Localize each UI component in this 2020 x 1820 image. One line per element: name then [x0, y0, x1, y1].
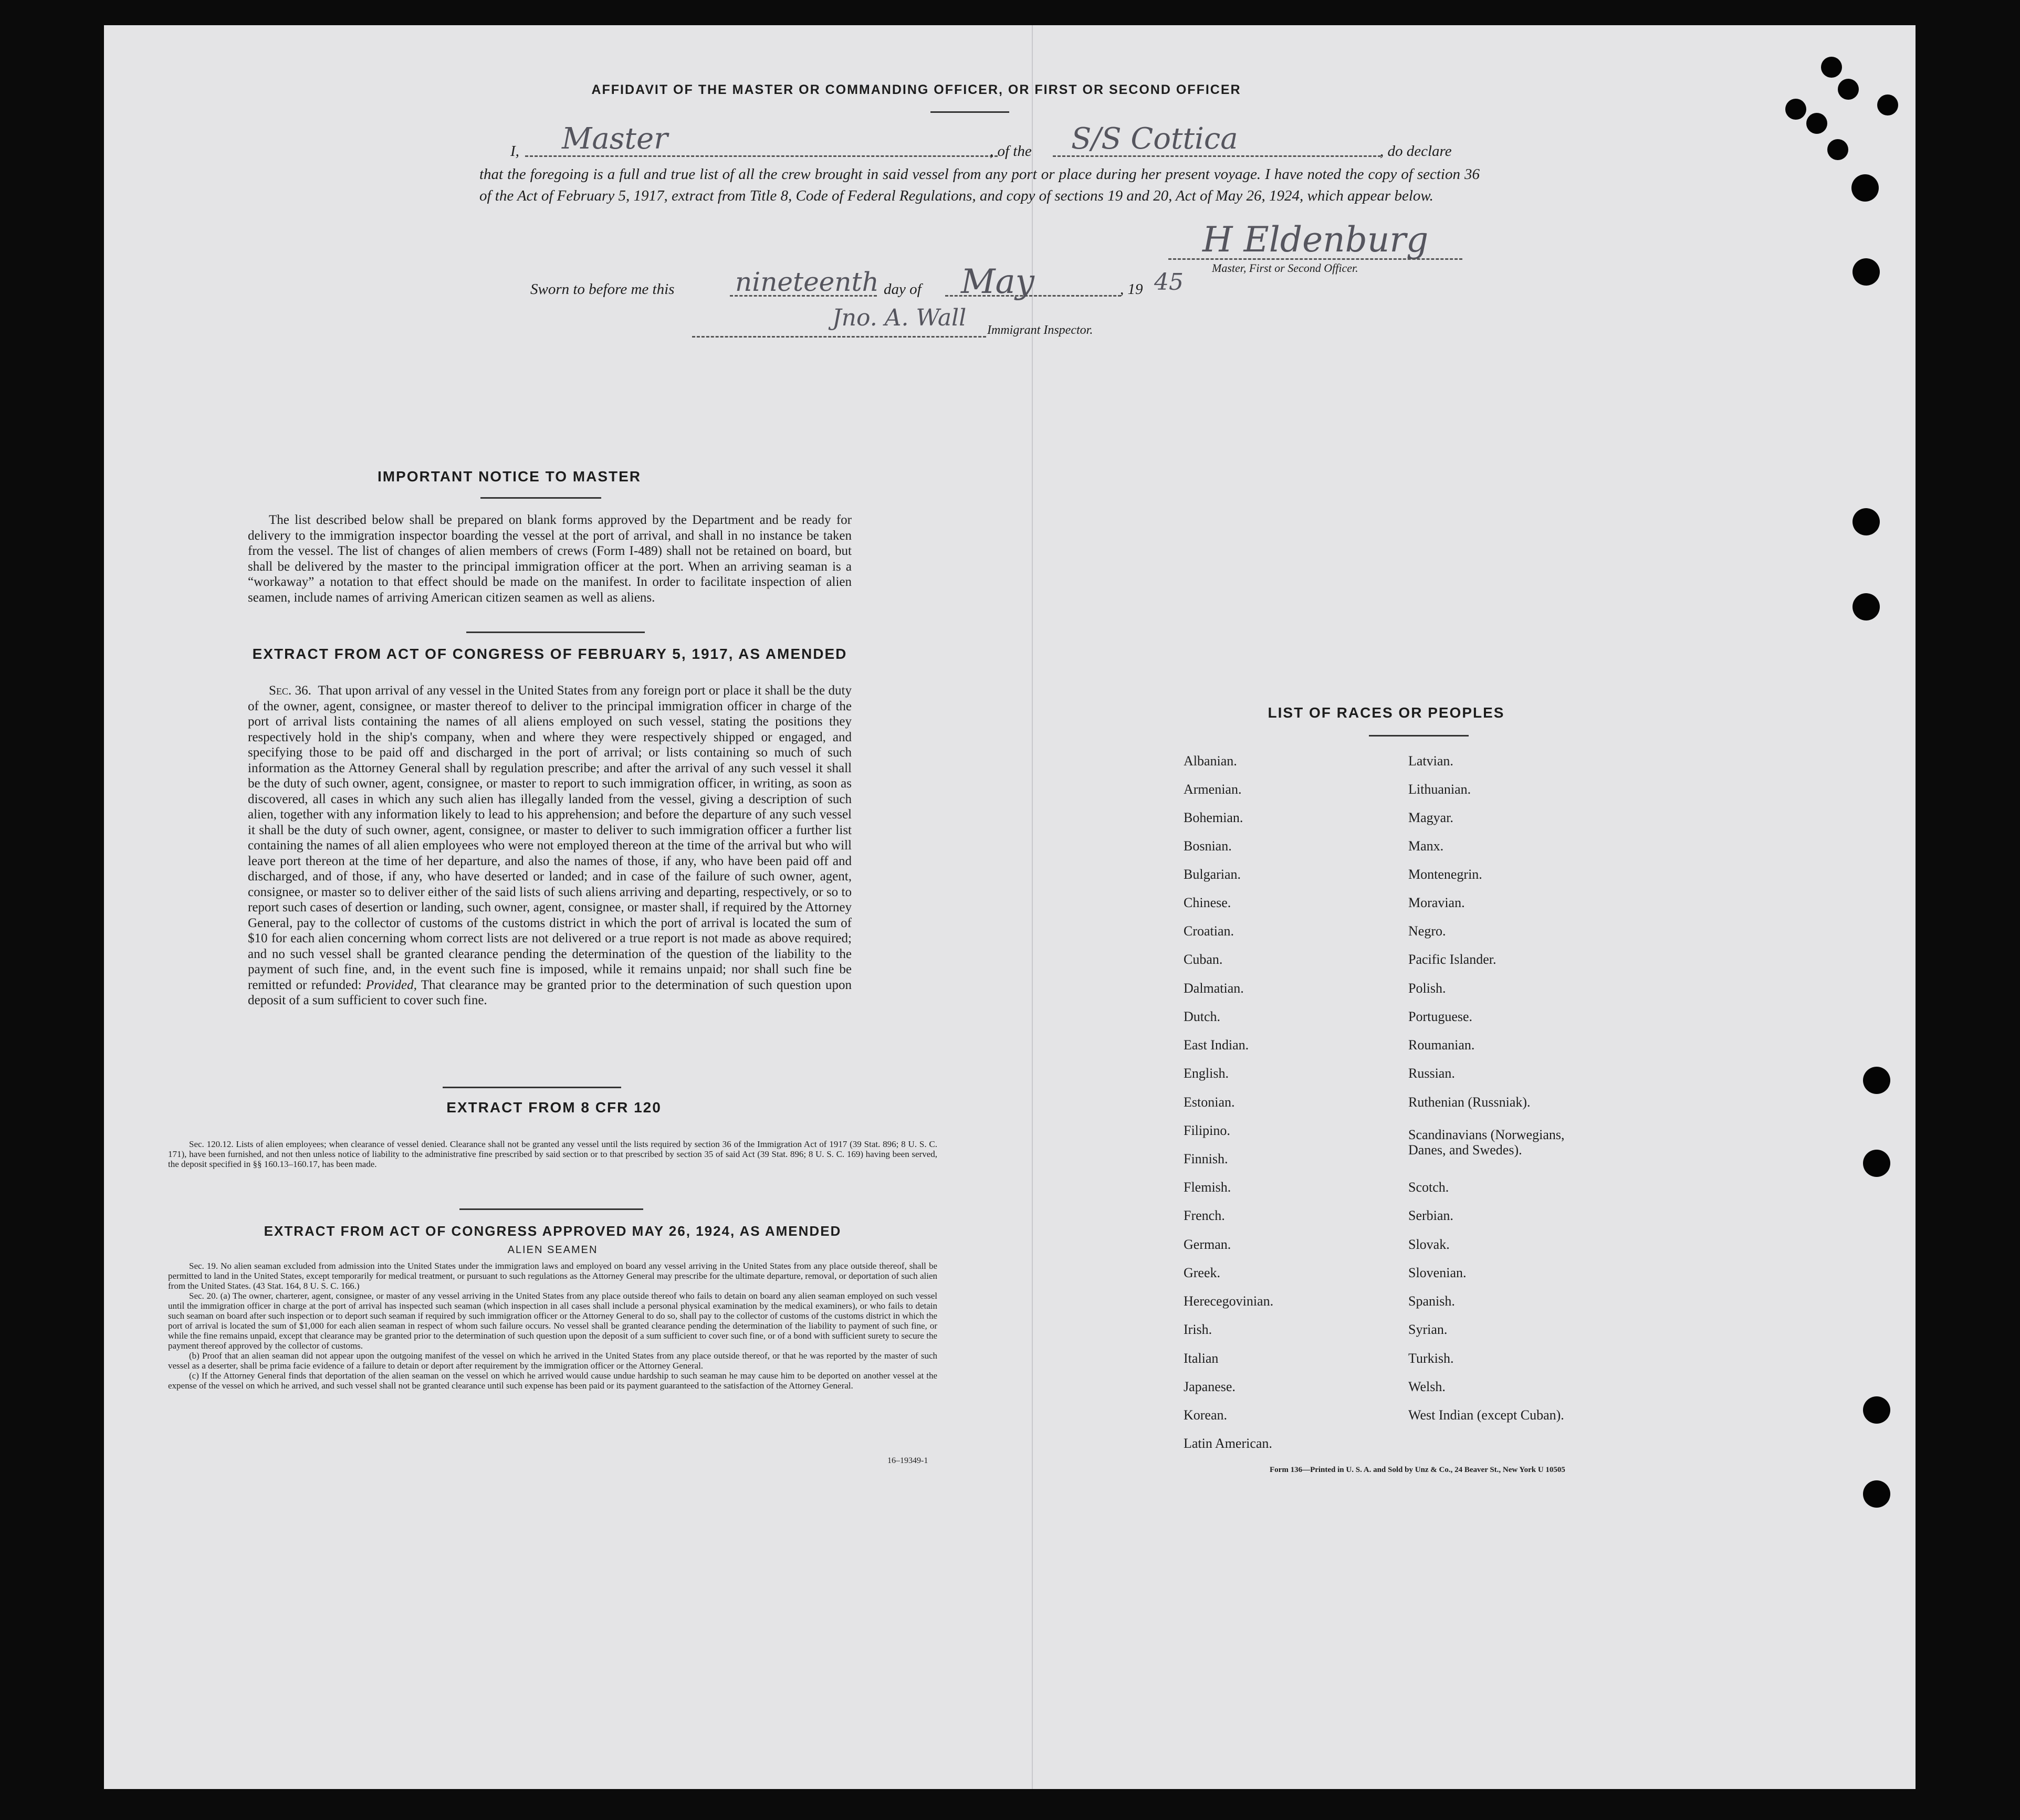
punch-hole — [1851, 174, 1879, 202]
punch-hole — [1852, 593, 1880, 620]
race-item: Polish. — [1408, 981, 1446, 996]
master-handwritten: Master — [562, 122, 668, 156]
punch-hole — [1785, 99, 1806, 120]
sec36-paragraph — [248, 683, 852, 1008]
race-item: Turkish. — [1408, 1351, 1454, 1366]
race-item: Spanish. — [1408, 1293, 1455, 1309]
extract1917-title: EXTRACT FROM ACT OF CONGRESS OF FEBRUARY 5, 1917, AS AMENDED — [252, 646, 847, 662]
race-item: Serbian. — [1408, 1208, 1453, 1223]
race-item: Latvian. — [1408, 753, 1453, 769]
race-item: Dutch. — [1184, 1009, 1221, 1024]
race-item: Danes, and Swedes). — [1408, 1142, 1522, 1158]
race-item: Magyar. — [1408, 810, 1453, 825]
race-item: Chinese. — [1184, 895, 1231, 910]
cfr-text: Sec. 120.12. Lists of alien employees; when clearance of vessel denied. Clearance shall not be granted any vessel until the lists required by section 36 of the Immigration Act of 1917 (39 Stat. 896; 8 U. S. C. 171), have been furnished, and not then unless notice of liability to the administrative fine prescribed by said section or to that prescribed by section 35 of said Act (39 Stat. 896; 8 U. S. C. 169) having been served, the deposit specified in §§ 160.13–160.17, has been made. — [168, 1139, 937, 1169]
sec19-text: Sec. 19. No alien seaman excluded from admission into the United States under the immigration laws and employed on board any vessel arriving in the United States from any place outside thereof, shall be permitted to land in the United States, except temporarily for medical treatment, or pursuant to such regulations as the Attorney General may prescribe for the ultimate departure, removal, or deportation of such alien from the United States. (43 Stat. 164, 8 U. S. C. 166.) — [168, 1261, 937, 1291]
signature-caption: Master, First or Second Officer. — [1212, 261, 1358, 275]
of-the-label: , of the — [990, 143, 1032, 160]
race-item: Italian — [1184, 1351, 1219, 1366]
affidavit-body: that the foregoing is a full and true list of all the crew brought in said vessel from any port or place during her present voyage. I have noted the copy of section 36 of the Act of February 5, 1917, extract from Title 8, Code of Federal Regulations, and copy of sections 19 and 20, Act of May 26, 1924, which appear below. — [479, 166, 1480, 204]
race-item: Latin American. — [1184, 1436, 1272, 1451]
race-item: Greek. — [1184, 1265, 1221, 1280]
race-item: Roumanian. — [1408, 1037, 1475, 1053]
extract1924-body — [168, 1261, 937, 1391]
sworn-label: Sworn to before me this — [530, 281, 675, 298]
extract1917-body — [248, 683, 852, 1008]
punch-hole — [1838, 79, 1859, 100]
race-item: Croatian. — [1184, 923, 1234, 939]
sec20b-text: (b) Proof that an alien seaman did not appear upon the outgoing manifest of the vessel on which he arrived in the United States from any place outside thereof, or that he was reported by the master of such vessel as a deserter, shall be prima facie evidence of a failure to detain or deport after requirement by the immigration officer or the Attorney General. — [168, 1351, 937, 1371]
race-item: Slovenian. — [1408, 1265, 1467, 1280]
inspector-line — [692, 336, 986, 338]
provided-word: Provided, — [365, 977, 417, 992]
race-item: Filipino. — [1184, 1123, 1230, 1138]
race-item: Lithuanian. — [1408, 782, 1471, 797]
sec20c-text: (c) If the Attorney General finds that deportation of the alien seaman on the vessel on which he arrived would cause undue hardship to such seaman he may cause him to be deported on another vessel at the expense of the vessel on which he arrived, and such vessel shall not be granted clearance until such expense has been paid or its payment guaranteed to the satisfaction of the Attorney General. — [168, 1371, 937, 1391]
race-item: Manx. — [1408, 838, 1444, 854]
sec36-label: Sec. 36. — [269, 683, 311, 698]
race-item: Scotch. — [1408, 1180, 1449, 1195]
race-item: East Indian. — [1184, 1037, 1249, 1053]
race-item: Welsh. — [1408, 1379, 1446, 1394]
race-item: Finnish. — [1184, 1151, 1228, 1166]
vessel-handwritten: S/S Cottica — [1071, 122, 1238, 156]
section-rule — [466, 632, 645, 633]
race-item: Dalmatian. — [1184, 981, 1244, 996]
signature-line — [1168, 258, 1462, 260]
i-label: I, — [510, 143, 519, 160]
race-item: Syrian. — [1408, 1322, 1448, 1337]
section-rule — [443, 1087, 621, 1088]
punch-hole — [1863, 1480, 1890, 1508]
race-item: Slovak. — [1408, 1237, 1450, 1252]
cfr-body — [168, 1139, 937, 1169]
notice-rule — [480, 497, 601, 499]
sworn-month-handwritten: May — [961, 262, 1034, 301]
sec36-end: That clearance may be granted prior to the determination of such question upon deposit of a sum sufficient to cover such fine. — [248, 977, 852, 1007]
do-declare-label: , do declare — [1380, 143, 1452, 160]
race-item: Bulgarian. — [1184, 867, 1241, 882]
inspector-handwritten: Jno. A. Wall — [832, 304, 967, 331]
form-footer-note: Form 136—Printed in U. S. A. and Sold by Unz & Co., 24 Beaver St., New York U 10505 — [1270, 1466, 1565, 1474]
race-item: Russian. — [1408, 1066, 1455, 1081]
punch-hole — [1852, 508, 1880, 535]
notice-body — [248, 512, 852, 605]
punch-hole — [1863, 1396, 1890, 1424]
title-rule — [930, 111, 1009, 113]
punch-hole — [1863, 1067, 1890, 1094]
punch-hole — [1806, 113, 1827, 134]
punch-hole — [1827, 139, 1848, 160]
race-item: Ruthenian (Russniak). — [1408, 1095, 1531, 1110]
race-item: Montenegrin. — [1408, 867, 1482, 882]
race-item: Bohemian. — [1184, 810, 1243, 825]
notice-text: The list described below shall be prepared on blank forms approved by the Department and be ready for delivery to the immigration inspector boarding the vessel at the port of arrival, and shall in no instance be taken from the vessel. The list of changes of alien members of crews (Form I-489) shall not be retained on board, but shall be delivered by the master to the principal immigration officer at the port. When an arriving seaman is a “workaway” a notation to that effect should be made on the manifest. In order to facilitate inspection of alien seamen, include names of arriving American citizen seamen as well as aliens. — [248, 513, 852, 605]
cfr-title: EXTRACT FROM 8 CFR 120 — [446, 1099, 662, 1116]
extract1924-subtitle: ALIEN SEAMEN — [507, 1244, 598, 1256]
race-item: Moravian. — [1408, 895, 1465, 910]
inspector-caption: Immigrant Inspector. — [987, 323, 1093, 337]
year-handwritten: 45 — [1154, 269, 1184, 296]
sec20a-text: Sec. 20. (a) The owner, charterer, agent, consignee, or master of any vessel arriving in the United States from any place outside thereof who fails to detain on board any alien seaman employed on such vessel until the immigration officer in charge at the port of arrival has inspected such seaman (which inspection in all cases shall include a personal physical examination by the medical examiners), or who fails to detain such seaman on board after such inspection or to deport such seaman if required by such immigration officer or the Attorney General to do so, shall pay to the collector of customs of the customs district in which the port of arrival is located the sum of $1,000 for each alien seaman in respect of whom such failure occurs. No vessel shall be granted clearance pending the determination of the liability to payment of such fine, or while the fine remains unpaid, except that clearance may be granted prior to the determination of such question upon the deposit of a sum sufficient to cover such fine, or of a bond with sufficient surety to secure the payment thereof approved by the collector of customs. — [168, 1291, 937, 1351]
section-rule — [459, 1208, 643, 1210]
signature-handwritten: H Eldenburg — [1202, 219, 1429, 260]
races-title: LIST OF RACES OR PEOPLES — [1268, 704, 1505, 721]
extract1924-title: EXTRACT FROM ACT OF CONGRESS APPROVED MAY 26, 1924, AS AMENDED — [264, 1223, 842, 1239]
race-item: Japanese. — [1184, 1379, 1236, 1394]
race-item: Bosnian. — [1184, 838, 1232, 854]
affidavit-title: AFFIDAVIT OF THE MASTER OR COMMANDING OFFICER, OR FIRST OR SECOND OFFICER — [591, 82, 1241, 97]
race-item: German. — [1184, 1237, 1231, 1252]
form-code: 16–19349-1 — [887, 1456, 928, 1465]
sec36-text: That upon arrival of any vessel in the United States from any foreign port or place it shall be the duty of the owner, agent, consignee, or master thereof to deliver to the principal immigration officer in charge of the port of arrival lists containing the names of all aliens employed on such vessel, stating the positions they respectively hold in the ship's company, when and where they were respectively shipped or engaged, and specifying those to be paid off and discharged in the port of arrival; or lists containing so much of such information as the Attorney General shall by regulation prescribe; and after the arrival of any such vessel it shall be the duty of such owner, agent, consignee, or master to report to such immigration officer, in writing, as soon as discovered, all cases in which any such alien has illegally landed from the vessel, giving a description of such alien, together with any information likely to lead to his apprehension; and before the departure of any such vessel it shall be the duty of such owner, agent, consignee, or master to deliver to such immigration officer a further list containing the names of all alien employees who were not employed thereon at the time of the arrival but who will leave port thereon at the time of her departure, and also the names of those, if any, who have been paid off and discharged, and of those, if any, who have deserted or landed; and in case of the failure of such owner, agent, consignee, or master so to deliver either of the said lists of such aliens arriving and departing, respectively, or so to report such cases of desertion or landing, such owner, agent, consignee, or master shall, if required by the Attorney General, pay to the collector of customs of the customs district in which the port of arrival is located the sum of $10 for each alien concerning whom correct lists are not delivered or a true report is not made as above required; and no such vessel shall be granted clearance pending the determination of the question of the liability to the payment of such fine, and, in the event such fine is imposed, while it remains unpaid; nor shall such fine be remitted or refunded: — [248, 683, 852, 992]
race-item: Portuguese. — [1408, 1009, 1473, 1024]
race-item: Korean. — [1184, 1407, 1228, 1423]
race-item: Cuban. — [1184, 952, 1223, 967]
punch-hole — [1852, 258, 1880, 286]
punch-hole — [1863, 1150, 1890, 1177]
race-item: Scandinavians (Norwegians, — [1408, 1127, 1565, 1142]
race-item: Flemish. — [1184, 1180, 1231, 1195]
sworn-day-handwritten: nineteenth — [735, 267, 879, 297]
race-item: Estonian. — [1184, 1095, 1235, 1110]
notice-title: IMPORTANT NOTICE TO MASTER — [377, 468, 642, 485]
race-item: Armenian. — [1184, 782, 1242, 797]
race-item: English. — [1184, 1066, 1229, 1081]
race-item: Pacific Islander. — [1408, 952, 1496, 967]
race-item: Irish. — [1184, 1322, 1212, 1337]
race-item: French. — [1184, 1208, 1225, 1223]
punch-hole — [1877, 94, 1898, 115]
race-item: Negro. — [1408, 923, 1446, 939]
punch-hole — [1821, 57, 1842, 78]
race-item: Albanian. — [1184, 753, 1237, 769]
race-item: Herecegovinian. — [1184, 1293, 1274, 1309]
race-item: West Indian (except Cuban). — [1408, 1407, 1564, 1423]
year-prefix: , 19 — [1120, 281, 1143, 298]
day-of-label: day of — [884, 281, 922, 298]
races-rule — [1369, 735, 1469, 737]
